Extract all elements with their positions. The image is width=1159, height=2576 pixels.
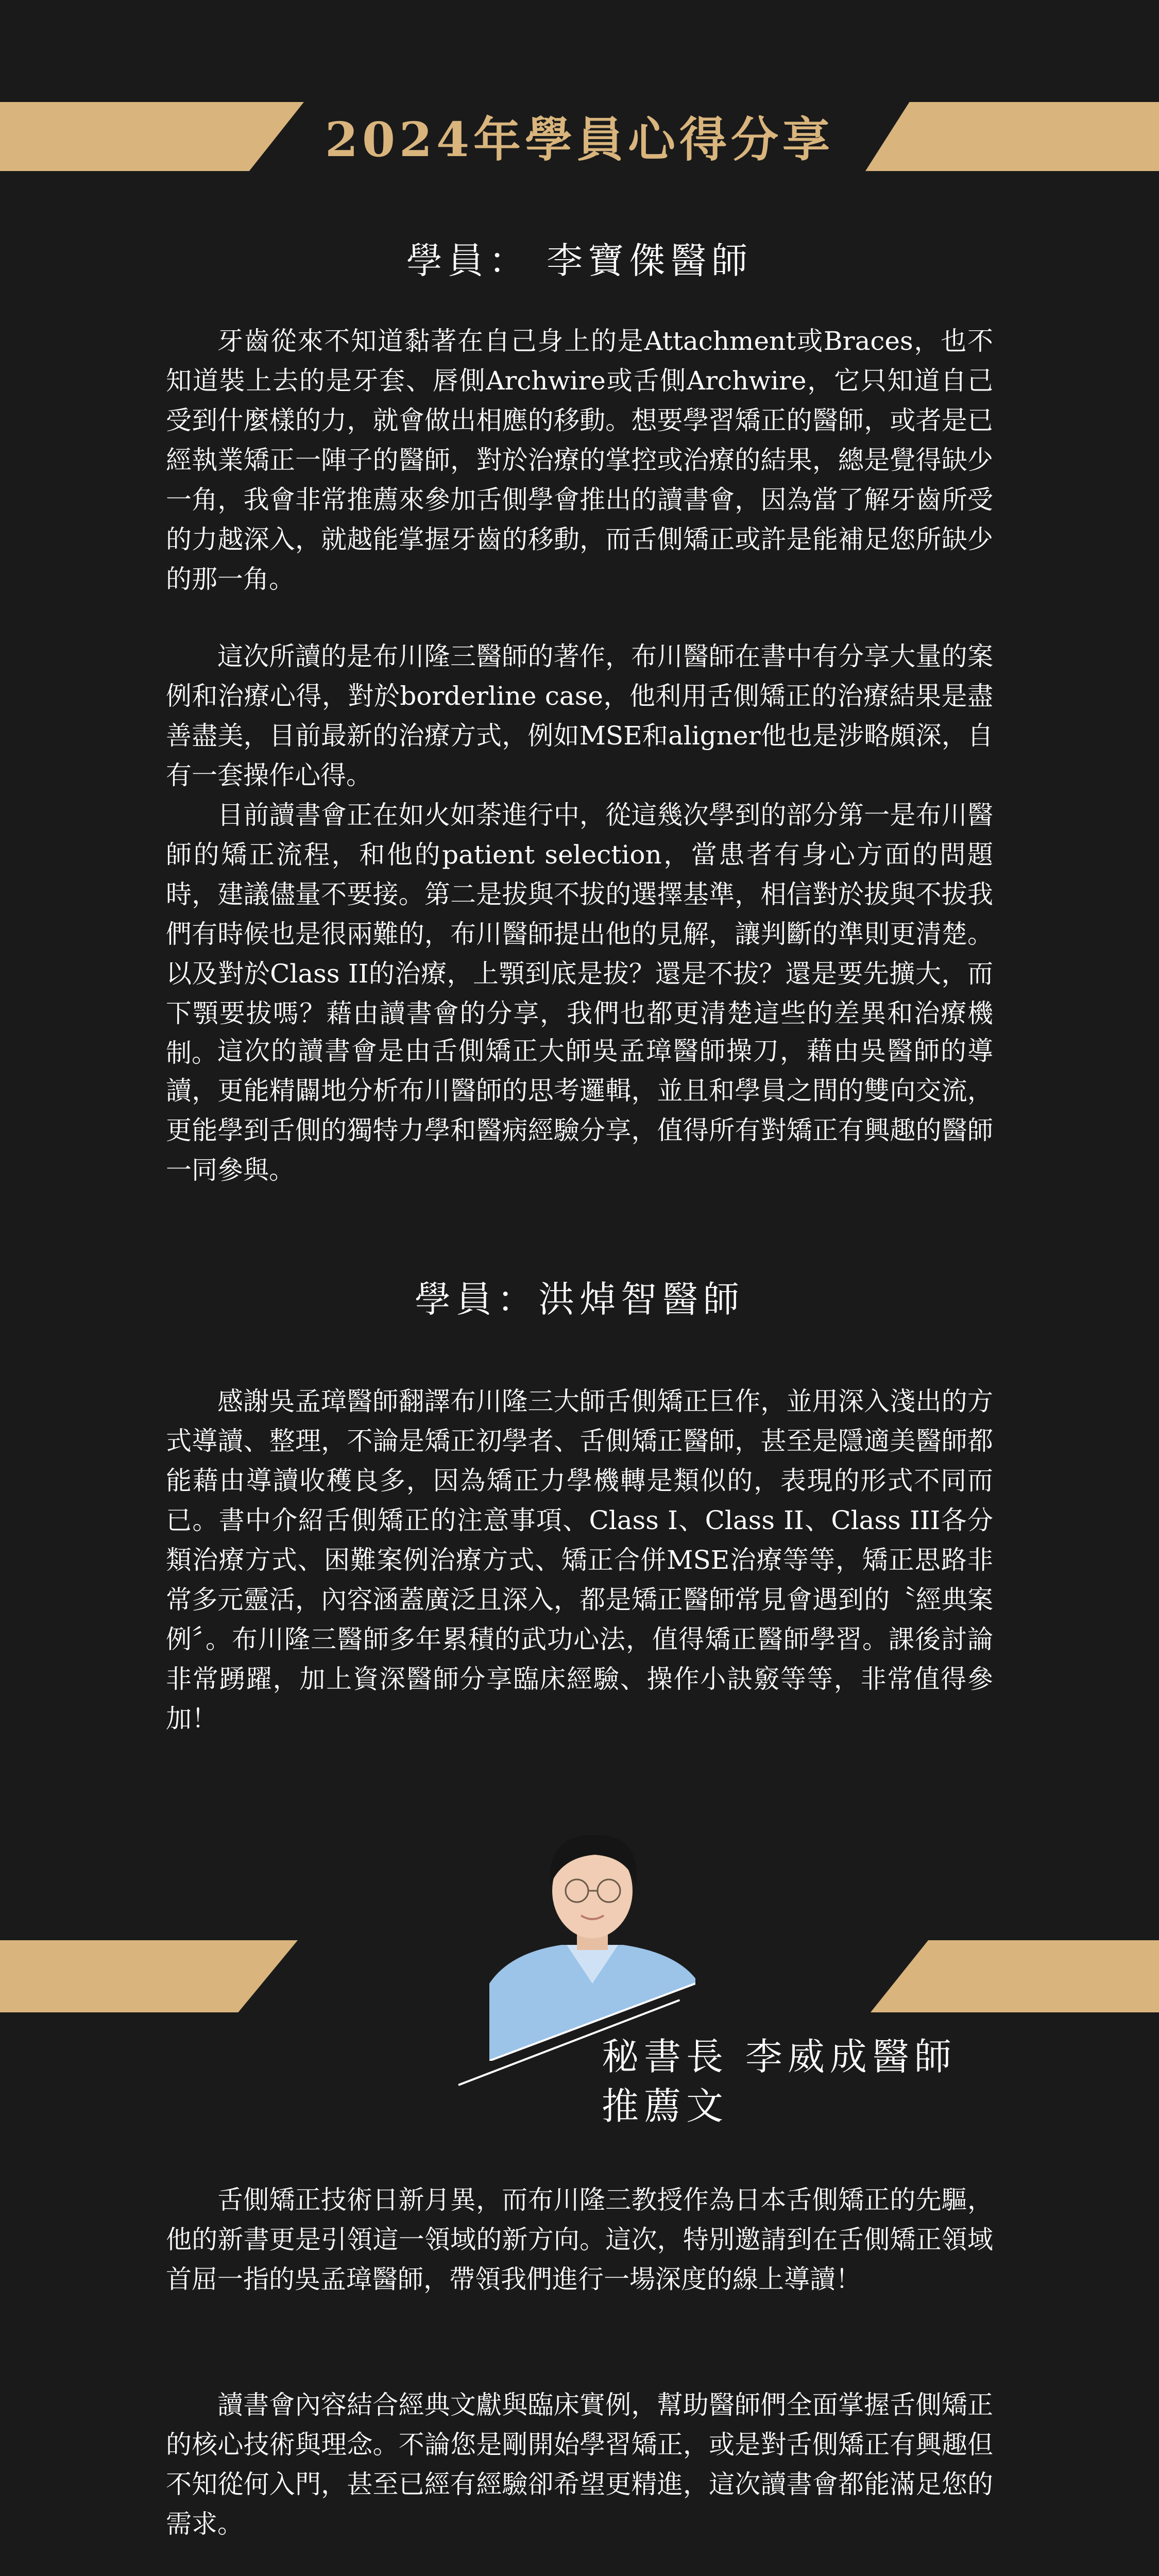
section1-title: 學員： 李寶傑醫師 [406,240,753,282]
section3-paragraph-2: 讀書會內容結合經典文獻與臨床實例，幫助醫師們全面掌握舌側矯正的核心技術與理念。不論您是剛開始學習矯正，或是對舌側矯正有興趣但不知從何入門，甚至已經有經驗卻希望更精進，這次讀書會都能滿足您的需求。 [166,2390,993,2539]
section1-paragraph-1: 牙齒從來不知道黏著在自己身上的是Attachment或Braces，也不知道裝上去的是牙套、唇側Archwire或舌側Archwire，它只知道自己受到什麼樣的力，就會做出相應的移動。想要學習矯正的醫師，或者是已經執業矯正一陣子的醫師，對於治療的掌控或治療的結果，總是覺得缺少一角，我會非常推薦來參加舌側學會推出的讀書會，因為當了解牙齒所受的力越深入，就越能掌握牙齒的移動，而舌側矯正或許是能補足您所缺少的那一角。 [166,326,993,594]
section1-paragraph-2: 這次所讀的是布川隆三醫師的著作，布川醫師在書中有分享大量的案例和治療心得，對於borderline case，他利用舌側矯正的治療結果是盡善盡美，目前最新的治療方式，例如MSE和aligner他也是涉略頗深，自有一套操作心得。 [166,641,993,790]
portrait-image [489,1814,695,2061]
section3-paragraph-1: 舌側矯正技術日新月異，而布川隆三教授作為日本舌側矯正的先驅，他的新書更是引領這一領域的新方向。這次，特別邀請到在舌側矯正領域首屈一指的吳孟璋醫師，帶領我們進行一場深度的線上導讀！ [166,2185,993,2294]
section2-title: 學員：洪焯智醫師 [415,1278,744,1320]
section3-band-right [871,1940,1159,2012]
secretary-name: 秘書長 李威成醫師 [602,2035,957,2078]
section3-band-left [0,1940,298,2012]
secretary-portrait [489,1814,695,2061]
recommendation-label: 推薦文 [602,2084,729,2128]
section1-paragraph-3: 目前讀書會正在如火如荼進行中，從這幾次學到的部分第一是布川醫師的矯正流程，和他的patient selection，當患者有身心方面的問題時，建議儘量不要接。第二是拔與不拔的選擇基準，相信對於拔與不拔我們有時候也是很兩難的，布川醫師提出他的見解，讓判斷的準則更清楚。以及對於Class II的治療，上顎到底是拔？還是不拔？還是要先擴大，而下顎要拔嗎？藉由讀書會的分享，我們也都更清楚這些的差異和治療機制。 [166,800,993,1068]
page-title: 2024年學員心得分享 [325,112,834,167]
section2-paragraph-1: 感謝吳孟璋醫師翻譯布川隆三大師舌側矯正巨作，並用深入淺出的方式導讀、整理，不論是矯正初學者、舌側矯正醫師，甚至是隱適美醫師都能藉由導讀收穫良多，因為矯正力學機轉是類似的，表現的形式不同而已。書中介紹舌側矯正的注意事項、Class I、Class II、Class III各分類治療方式、困難案例治療方式、矯正合併MSE治療等等，矯正思路非常多元靈活，內容涵蓋廣泛且深入，都是矯正醫師常見會遇到的〝經典案例〞。布川隆三醫師多年累積的武功心法，值得矯正醫師學習。課後討論非常踴躍，加上資深醫師分享臨床經驗、操作小訣竅等等，非常值得參加！ [166,1386,993,1734]
section1-paragraph-4: 這次的讀書會是由舌側矯正大師吳孟璋醫師操刀，藉由吳醫師的導讀，更能精闢地分析布川醫師的思考邏輯，並且和學員之間的雙向交流，更能學到舌側的獨特力學和醫病經驗分享，值得所有對矯正有興趣的醫師一同參與。 [166,1036,993,1185]
